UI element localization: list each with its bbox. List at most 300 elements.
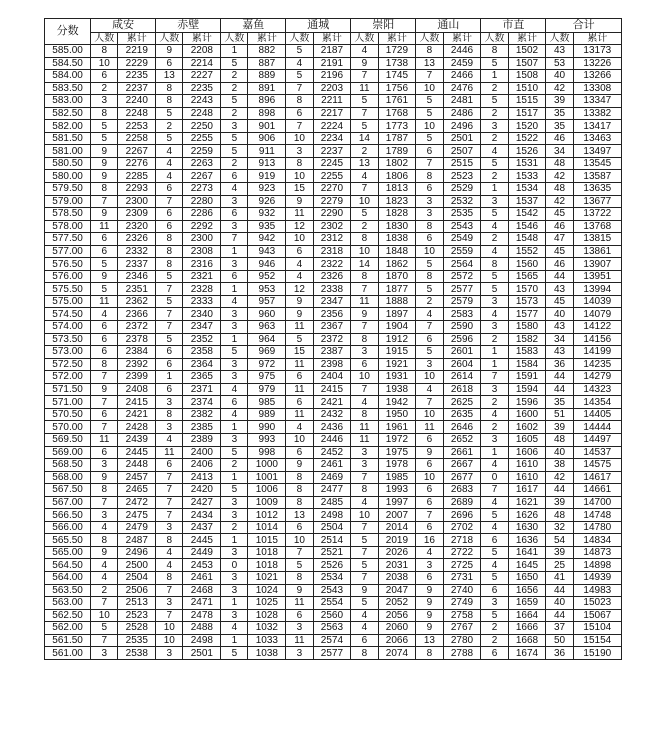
count-cell: 5	[156, 295, 183, 308]
table-row	[45, 45, 622, 58]
cumulative-cell: 2731	[443, 571, 481, 584]
count-cell: 5	[221, 132, 248, 145]
count-cell: 11	[91, 220, 118, 233]
cumulative-cell: 13308	[573, 82, 621, 95]
cumulative-cell: 2459	[443, 57, 481, 70]
cumulative-cell: 1961	[378, 421, 416, 434]
cumulative-cell: 13677	[573, 195, 621, 208]
cumulative-cell: 2358	[183, 346, 221, 359]
cumulative-cell: 1594	[508, 383, 546, 396]
count-cell: 5	[286, 333, 313, 346]
cumulative-cell: 14834	[573, 534, 621, 547]
table-row	[45, 145, 622, 158]
count-cell: 4	[351, 609, 378, 622]
cumulative-cell: 1000	[248, 459, 286, 472]
cumulative-cell: 2326	[118, 233, 156, 246]
cumulative-cell: 2229	[118, 57, 156, 70]
cumulative-cell: 2614	[443, 371, 481, 384]
count-cell: 14	[351, 258, 378, 271]
cumulative-cell: 13417	[573, 120, 621, 133]
cumulative-cell: 1813	[378, 183, 416, 196]
cumulative-cell: 2439	[118, 433, 156, 446]
cumulative-cell: 2436	[313, 421, 351, 434]
cumulative-cell: 2507	[443, 145, 481, 158]
score-cell: 582.00	[45, 120, 91, 133]
count-cell: 2	[221, 157, 248, 170]
cumulative-cell: 2780	[443, 634, 481, 647]
count-cell: 5	[351, 559, 378, 572]
cumulative-cell: 2374	[183, 396, 221, 409]
cumulative-cell: 2258	[118, 132, 156, 145]
count-cell: 6	[286, 521, 313, 534]
count-cell: 4	[91, 571, 118, 584]
count-cell: 36	[546, 358, 573, 371]
count-cell: 6	[481, 647, 508, 660]
cumulative-cell: 1950	[378, 408, 416, 421]
count-cell: 3	[221, 509, 248, 522]
score-cell: 570.00	[45, 421, 91, 434]
cumulative-cell: 2056	[378, 609, 416, 622]
table-row	[45, 408, 622, 421]
cumulative-cell: 2652	[443, 433, 481, 446]
score-cell: 577.50	[45, 233, 91, 246]
cumulative-cell: 13951	[573, 270, 621, 283]
cumulative-cell: 2446	[313, 433, 351, 446]
count-cell: 3	[221, 571, 248, 584]
region-header: 赤壁	[156, 19, 221, 33]
cumulative-cell: 1502	[508, 45, 546, 58]
cumulative-cell: 14748	[573, 509, 621, 522]
cumulative-cell: 2457	[118, 471, 156, 484]
count-cell: 44	[546, 584, 573, 597]
count-cell: 8	[286, 571, 313, 584]
cumulative-cell: 963	[248, 321, 286, 334]
count-cell: 8	[91, 183, 118, 196]
count-cell: 1	[481, 183, 508, 196]
cumulative-cell: 2255	[183, 132, 221, 145]
cumulative-cell: 2309	[118, 208, 156, 221]
cumulative-cell: 1938	[378, 383, 416, 396]
table-row	[45, 57, 622, 70]
count-cell: 5	[156, 107, 183, 120]
cumulative-cell: 887	[248, 57, 286, 70]
count-cell: 4	[221, 383, 248, 396]
cumulative-cell: 14661	[573, 484, 621, 497]
count-cell: 5	[156, 132, 183, 145]
cumulative-cell: 975	[248, 371, 286, 384]
count-cell: 3	[481, 433, 508, 446]
count-cell: 9	[286, 295, 313, 308]
cumulative-cell: 2725	[443, 559, 481, 572]
count-cell: 46	[546, 220, 573, 233]
table-row	[45, 270, 622, 283]
count-cell: 3	[221, 496, 248, 509]
count-cell: 3	[156, 521, 183, 534]
score-cell: 564.50	[45, 559, 91, 572]
cumulative-cell: 2196	[313, 70, 351, 83]
cumulative-cell: 2448	[118, 459, 156, 472]
cumulative-cell: 1997	[378, 496, 416, 509]
score-cell: 565.00	[45, 546, 91, 559]
count-cell: 4	[221, 183, 248, 196]
count-cell: 7	[416, 396, 443, 409]
cumulative-cell: 913	[248, 157, 286, 170]
cumulative-cell: 2387	[313, 346, 351, 359]
count-cell: 9	[91, 157, 118, 170]
count-cell: 11	[351, 295, 378, 308]
count-cell: 7	[481, 371, 508, 384]
table-row	[45, 459, 622, 472]
cumulative-cell: 2452	[313, 446, 351, 459]
cumulative-cell: 1668	[508, 634, 546, 647]
cumulative-cell: 2583	[443, 308, 481, 321]
score-cell: 561.50	[45, 634, 91, 647]
cumulative-cell: 14199	[573, 346, 621, 359]
count-cell: 5	[91, 283, 118, 296]
cumulative-cell: 14537	[573, 446, 621, 459]
score-cell: 582.50	[45, 107, 91, 120]
cumulative-cell: 1006	[248, 484, 286, 497]
cumulative-cell: 2026	[378, 546, 416, 559]
cumulative-cell: 2574	[313, 634, 351, 647]
cumulative-cell: 14279	[573, 371, 621, 384]
count-cell: 48	[546, 433, 573, 446]
count-cell: 35	[546, 107, 573, 120]
score-cell: 579.00	[45, 195, 91, 208]
cumulative-cell: 2332	[118, 245, 156, 258]
cumulative-cell: 1526	[508, 145, 546, 158]
count-cell: 5	[221, 484, 248, 497]
cumulative-cell: 2788	[443, 647, 481, 660]
score-cell: 562.50	[45, 609, 91, 622]
cumulative-cell: 2356	[313, 308, 351, 321]
count-cell: 10	[416, 371, 443, 384]
cumulative-cell: 2285	[118, 170, 156, 183]
cumulative-cell: 1888	[378, 295, 416, 308]
cumulative-cell: 2352	[183, 333, 221, 346]
count-cell: 7	[351, 546, 378, 559]
cumulative-cell: 1508	[508, 70, 546, 83]
count-cell: 3	[91, 95, 118, 108]
score-cell: 583.50	[45, 82, 91, 95]
score-cell: 577.00	[45, 245, 91, 258]
count-cell: 7	[351, 571, 378, 584]
count-cell: 2	[221, 459, 248, 472]
count-cell: 2	[221, 107, 248, 120]
count-cell: 4	[416, 383, 443, 396]
cumulative-cell: 2590	[443, 321, 481, 334]
cumulative-cell: 13815	[573, 233, 621, 246]
cumulative-cell: 14780	[573, 521, 621, 534]
count-cell: 4	[156, 433, 183, 446]
count-cell: 1	[221, 45, 248, 58]
count-cell: 3	[221, 195, 248, 208]
count-cell: 1	[221, 283, 248, 296]
count-cell: 3	[481, 383, 508, 396]
cumulative-cell: 15067	[573, 609, 621, 622]
cumulative-subheader: 累计	[378, 33, 416, 45]
count-cell: 6	[416, 521, 443, 534]
count-cell: 39	[546, 421, 573, 434]
count-cell: 6	[416, 459, 443, 472]
count-cell: 8	[286, 484, 313, 497]
table-row	[45, 496, 622, 509]
count-cell: 7	[156, 308, 183, 321]
cumulative-cell: 15104	[573, 622, 621, 635]
count-cell: 6	[221, 270, 248, 283]
cumulative-cell: 2618	[443, 383, 481, 396]
count-cell: 7	[416, 157, 443, 170]
count-cell: 6	[416, 333, 443, 346]
cumulative-cell: 2543	[313, 584, 351, 597]
count-cell: 2	[351, 145, 378, 158]
cumulative-cell: 2267	[183, 170, 221, 183]
cumulative-cell: 1942	[378, 396, 416, 409]
count-cell: 2	[221, 82, 248, 95]
count-cell: 8	[156, 258, 183, 271]
cumulative-cell: 952	[248, 270, 286, 283]
count-cell: 0	[481, 471, 508, 484]
count-cell: 5	[351, 597, 378, 610]
cumulative-cell: 2446	[443, 45, 481, 58]
score-cell: 567.00	[45, 496, 91, 509]
count-cell: 9	[351, 584, 378, 597]
cumulative-cell: 2328	[183, 283, 221, 296]
cumulative-cell: 1596	[508, 396, 546, 409]
count-cell: 4	[416, 546, 443, 559]
cumulative-cell: 2338	[313, 283, 351, 296]
cumulative-cell: 2477	[313, 484, 351, 497]
count-cell: 7	[351, 107, 378, 120]
score-cell: 570.50	[45, 408, 91, 421]
table-row	[45, 170, 622, 183]
count-cell: 6	[156, 358, 183, 371]
count-cell: 41	[546, 571, 573, 584]
count-cell: 3	[221, 120, 248, 133]
count-cell: 6	[351, 634, 378, 647]
count-cell: 4	[91, 559, 118, 572]
cumulative-cell: 2385	[183, 421, 221, 434]
count-cell: 2	[351, 220, 378, 233]
table-row	[45, 584, 622, 597]
count-subheader: 人数	[91, 33, 118, 45]
count-cell: 7	[156, 471, 183, 484]
cumulative-cell: 2501	[183, 647, 221, 660]
count-cell: 6	[156, 57, 183, 70]
count-cell: 5	[481, 208, 508, 221]
table-row	[45, 132, 622, 145]
cumulative-cell: 14575	[573, 459, 621, 472]
cumulative-cell: 14444	[573, 421, 621, 434]
count-cell: 7	[416, 70, 443, 83]
table-row	[45, 95, 622, 108]
cumulative-cell: 13382	[573, 107, 621, 120]
cumulative-cell: 1830	[378, 220, 416, 233]
cumulative-cell: 1626	[508, 509, 546, 522]
cumulative-cell: 2214	[183, 57, 221, 70]
cumulative-cell: 2234	[313, 132, 351, 145]
cumulative-cell: 2486	[443, 107, 481, 120]
count-cell: 5	[481, 509, 508, 522]
count-cell: 11	[286, 634, 313, 647]
count-cell: 7	[351, 70, 378, 83]
cumulative-cell: 943	[248, 245, 286, 258]
count-cell: 2	[481, 421, 508, 434]
count-cell: 9	[91, 471, 118, 484]
count-cell: 4	[286, 270, 313, 283]
count-cell: 11	[286, 597, 313, 610]
cumulative-cell: 2601	[443, 346, 481, 359]
cumulative-cell: 2702	[443, 521, 481, 534]
cumulative-cell: 1656	[508, 584, 546, 597]
cumulative-cell: 2337	[118, 258, 156, 271]
count-cell: 3	[416, 559, 443, 572]
count-cell: 10	[286, 433, 313, 446]
cumulative-cell: 998	[248, 446, 286, 459]
count-cell: 4	[481, 408, 508, 421]
cumulative-cell: 2366	[118, 308, 156, 321]
count-cell: 3	[351, 459, 378, 472]
region-header: 咸安	[91, 19, 156, 33]
cumulative-cell: 2074	[378, 647, 416, 660]
count-cell: 1	[221, 597, 248, 610]
count-cell: 7	[351, 321, 378, 334]
count-cell: 6	[156, 208, 183, 221]
count-cell: 48	[546, 183, 573, 196]
table-row	[45, 107, 622, 120]
cumulative-cell: 1028	[248, 609, 286, 622]
cumulative-cell: 2263	[183, 157, 221, 170]
cumulative-cell: 2290	[313, 208, 351, 221]
count-cell: 37	[546, 622, 573, 635]
count-cell: 7	[481, 484, 508, 497]
cumulative-cell: 1806	[378, 170, 416, 183]
cumulative-cell: 2365	[183, 371, 221, 384]
count-cell: 2	[416, 295, 443, 308]
cumulative-cell: 2635	[443, 408, 481, 421]
cumulative-cell: 2066	[378, 634, 416, 647]
cumulative-cell: 2488	[183, 622, 221, 635]
cumulative-cell: 1014	[248, 521, 286, 534]
cumulative-cell: 14873	[573, 546, 621, 559]
score-cell: 583.00	[45, 95, 91, 108]
count-cell: 10	[351, 371, 378, 384]
cumulative-cell: 2496	[118, 546, 156, 559]
count-cell: 42	[546, 170, 573, 183]
count-cell: 6	[416, 484, 443, 497]
count-cell: 54	[546, 534, 573, 547]
cumulative-cell: 2543	[443, 220, 481, 233]
count-cell: 6	[481, 534, 508, 547]
count-cell: 4	[481, 521, 508, 534]
cumulative-cell: 2286	[183, 208, 221, 221]
cumulative-cell: 1985	[378, 471, 416, 484]
cumulative-cell: 2485	[313, 496, 351, 509]
count-cell: 8	[286, 157, 313, 170]
count-cell: 7	[416, 321, 443, 334]
count-cell: 10	[91, 609, 118, 622]
count-cell: 42	[546, 82, 573, 95]
cumulative-cell: 2523	[118, 609, 156, 622]
count-cell: 9	[286, 308, 313, 321]
table-row	[45, 421, 622, 434]
count-cell: 7	[156, 195, 183, 208]
count-cell: 6	[91, 333, 118, 346]
cumulative-cell: 2534	[313, 571, 351, 584]
table-row	[45, 571, 622, 584]
cumulative-cell: 2237	[118, 82, 156, 95]
table-row	[45, 446, 622, 459]
table-row	[45, 82, 622, 95]
count-cell: 4	[481, 496, 508, 509]
cumulative-cell: 14898	[573, 559, 621, 572]
cumulative-subheader: 累计	[573, 33, 621, 45]
cumulative-cell: 935	[248, 220, 286, 233]
count-cell: 5	[221, 446, 248, 459]
count-cell: 40	[546, 308, 573, 321]
cumulative-cell: 2472	[118, 496, 156, 509]
cumulative-cell: 1931	[378, 371, 416, 384]
cumulative-cell: 2437	[183, 521, 221, 534]
cumulative-cell: 2219	[118, 45, 156, 58]
count-cell: 11	[286, 408, 313, 421]
cumulative-cell: 1552	[508, 245, 546, 258]
cumulative-cell: 2554	[313, 597, 351, 610]
cumulative-cell: 2500	[118, 559, 156, 572]
cumulative-cell: 2399	[118, 371, 156, 384]
cumulative-cell: 2432	[313, 408, 351, 421]
table-row	[45, 245, 622, 258]
cumulative-cell: 2415	[313, 383, 351, 396]
table-row	[45, 634, 622, 647]
score-cell: 565.50	[45, 534, 91, 547]
cumulative-cell: 2506	[118, 584, 156, 597]
cumulative-cell: 2532	[443, 195, 481, 208]
count-cell: 6	[416, 145, 443, 158]
count-cell: 4	[481, 245, 508, 258]
cumulative-cell: 1591	[508, 371, 546, 384]
count-cell: 8	[156, 233, 183, 246]
table-row	[45, 333, 622, 346]
count-cell: 10	[351, 245, 378, 258]
cumulative-cell: 2038	[378, 571, 416, 584]
cumulative-cell: 2211	[313, 95, 351, 108]
count-cell: 8	[156, 95, 183, 108]
count-cell: 7	[416, 509, 443, 522]
score-cell: 581.00	[45, 145, 91, 158]
count-cell: 3	[416, 195, 443, 208]
count-cell: 8	[351, 270, 378, 283]
count-cell: 2	[221, 521, 248, 534]
cumulative-cell: 13635	[573, 183, 621, 196]
count-cell: 3	[156, 647, 183, 660]
count-cell: 5	[481, 571, 508, 584]
count-subheader: 人数	[221, 33, 248, 45]
score-cell: 574.00	[45, 321, 91, 334]
cumulative-cell: 1789	[378, 145, 416, 158]
cumulative-cell: 2333	[183, 295, 221, 308]
count-cell: 3	[221, 220, 248, 233]
cumulative-cell: 2449	[183, 546, 221, 559]
cumulative-cell: 2300	[183, 233, 221, 246]
cumulative-cell: 2237	[313, 145, 351, 158]
count-cell: 2	[481, 107, 508, 120]
table-row	[45, 433, 622, 446]
cumulative-cell: 2031	[378, 559, 416, 572]
cumulative-cell: 1921	[378, 358, 416, 371]
cumulative-cell: 2466	[443, 70, 481, 83]
count-subheader: 人数	[416, 33, 443, 45]
